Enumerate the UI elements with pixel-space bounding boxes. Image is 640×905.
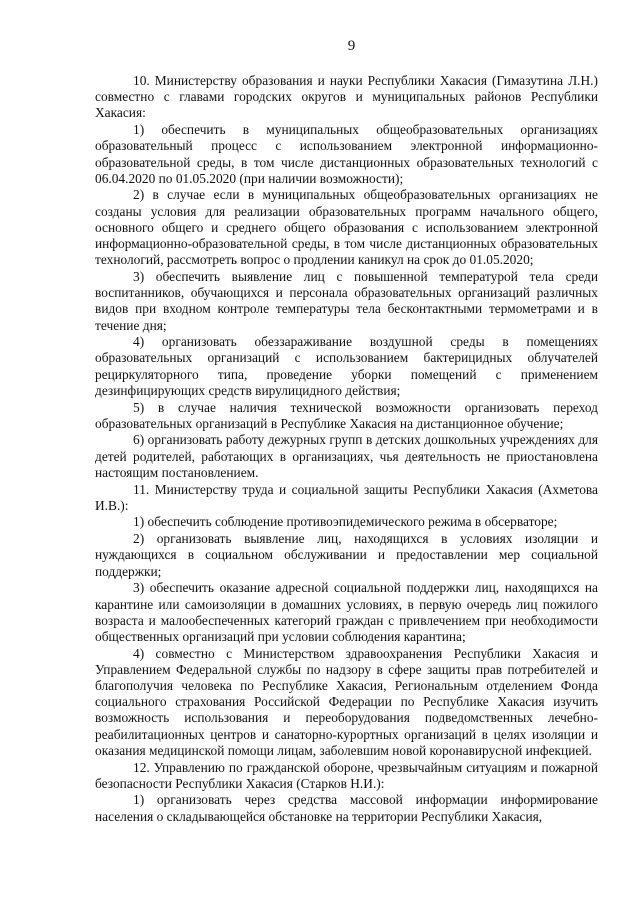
paragraph-11-item-3: 3) обеспечить оказание адресной социальной поддержки лиц, находящихся на карантине или самоизоляции в домашних условиях, в первую очередь лиц пожилого возраста и малообеспеченных категорий граждан с привлечением при необходимости общественных организаций при условии соблюдения карантина; [95,580,598,644]
paragraph-11-intro: 11. Министерству труда и социальной защиты Республики Хакасия (Ахметова И.В.): [95,481,598,513]
paragraph-12-item-1: 1) организовать через средства массовой информации информирование населения о складывающейся обстановке на территории Республики Хакасия, [95,792,598,824]
paragraph-10-item-1: 1) обеспечить в муниципальных общеобразовательных организациях образовательный процесс с использованием электронной информационно-образовательной среды, в том числе дистанционных образовательных технологий с 06.04.2020 по 01.05.2020 (при наличии возможности); [95,122,598,186]
paragraph-11-item-1: 1) обеспечить соблюдение противоэпидемического режима в обсерваторе; [133,514,558,530]
paragraph-10-item-6: 6) организовать работу дежурных групп в детских дошкольных учреждениях для детей родителей, работающих в организациях, чья деятельность не приостановлена настоящим постановлением. [95,432,598,480]
paragraph-10-item-5: 5) в случае наличия технической возможности организовать переход образовательных организаций в Республике Хакасия на дистанционное обучение; [95,399,598,431]
paragraph-11-item-2: 2) организовать выявление лиц, находящихся в условиях изоляции и нуждающихся в социальном обслуживании и предоставлении мер социальной поддержки; [95,531,598,579]
page-number: 9 [347,38,356,54]
paragraph-10-item-4: 4) организовать обеззараживание воздушной среды в помещениях образовательных организаций с использованием бактерицидных облучателей рециркуляторного типа, проведение уборки помещений с применением дезинфицирующих средств вирулицидного действия; [95,334,598,398]
paragraph-11-item-4: 4) совместно с Министерством здравоохранения Республики Хакасия и Управлением Федеральной службы по надзору в сфере защиты прав потребителей и благополучия человека по Республике Хакасия, Региональным отделением Фонда социального страхования Российской Федерации по Республике Хакасия изучить возможность использования и переоборудования подведомственных лечебно-реабилитационных центров и санаторно-курортных организаций в целях изоляции и оказания медицинской помощи лицам, заболевшим новой коронавирусной инфекцией. [95,645,598,758]
paragraph-12-intro: 12. Управлению по гражданской обороне, чрезвычайным ситуациям и пожарной безопасности Республики Хакасия (Старков Н.И.): [95,759,598,791]
paragraph-10-item-2: 2) в случае если в муниципальных общеобразовательных организациях не созданы условия для реализации образовательных программ начального общего, основного общего и среднего общего образования с использованием электронной информационно-образовательной среды, в том числе дистанционных образовательных технологий, рассмотреть вопрос о продлении каникул на срок до 01.05.2020; [95,187,598,268]
paragraph-10-intro: 10. Министерству образования и науки Республики Хакасия (Гимазутина Л.Н.) совместно с главами городских округов и муниципальных районов Республики Хакасия: [95,73,598,121]
paragraph-10-item-3: 3) обеспечить выявление лиц с повышенной температурой тела среди воспитанников, обучающихся и персонала образовательных организаций различных видов при входном контроле температуры тела бесконтактными термометрами и в течение дня; [95,268,598,333]
